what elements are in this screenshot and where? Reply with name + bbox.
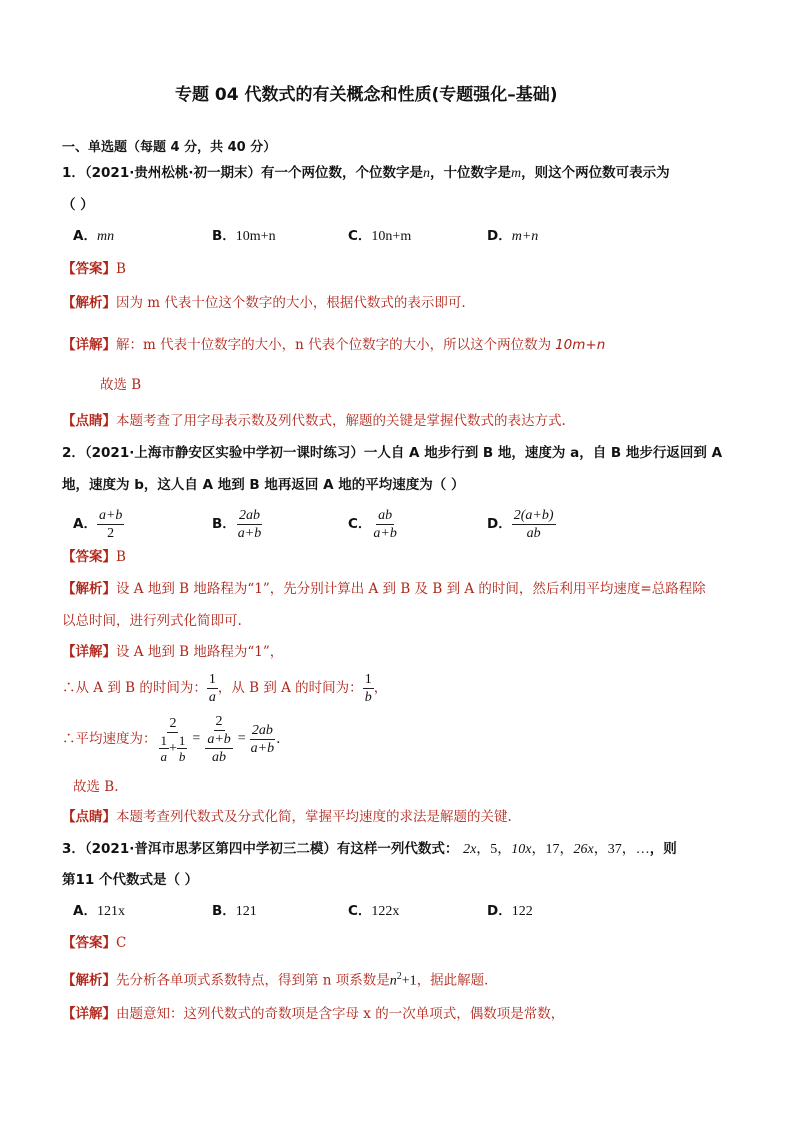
q2-choose: 故选 B. [73,779,119,795]
q2-analysis-line2: 以总时间，进行列式化简即可. [62,613,242,629]
page-title: 专题 04 代数式的有关概念和性质(专题强化–基础) [175,85,558,105]
q1-answer: 【答案】B [62,261,126,277]
q3-option-c: C．122x [348,903,400,919]
q1-option-a: A．mn [73,228,115,244]
q1-option-d: D．m+n [487,228,539,244]
q2-stem-line1: 2．（2021·上海市静安区实验中学初一课时练习）一人自 A 地步行到 B 地，速度为 a，自 B 地步行返回到 A [62,445,723,461]
q2-detail: 【详解】设 A 地到 B 地路程为“1”， [62,644,284,660]
q2-stem-line2: 地，速度为 b，这人自 A 地到 B 地再返回 A 地的平均速度为（ ） [62,477,465,493]
q1-stem: 1．（2021·贵州松桃·初一期末）有一个两位数，个位数字是n，十位数字是m，则这个两位数可表示为 [62,165,670,181]
q2-analysis-line1: 【解析】设 A 地到 B 地路程为“1”，先分别计算出 A 到 B 及 B 到 A 的时间，然后利用平均速度=总路程除 [62,581,706,597]
q3-detail: 【详解】由题意知：这列代数式的奇数项是含字母 x 的一次单项式，偶数项是常数， [62,1006,565,1022]
q2-time-line: ∴从 A 到 B 的时间为： $\frac{1}{a}$ ，从 B 到 A 的时间为： $\frac{1}{b}$ ， [62,671,388,705]
q1-option-c: C．10n+m [348,228,412,244]
q3-analysis: 【解析】先分析各单项式系数特点，得到第 n 项系数是$n^2+1$，据此解题． [62,971,498,989]
q3-stem-line2: 第11 个代数式是（ ） [62,872,199,888]
q3-option-a: A．121x [73,903,125,919]
q1-paren: （ ） [62,197,94,213]
section-heading: 一、单选题（每题 4 分，共 40 分） [62,140,277,155]
q1-comment: 【点睛】本题考查了用字母表示数及列代数式，解题的关键是掌握代数式的表达方式. [62,413,566,429]
q2-comment: 【点睛】本题考查列代数式及分式化简，掌握平均速度的求法是解题的关键. [62,809,512,825]
q2-option-b: B． $\frac{2ab}{a+b}$ [212,507,262,541]
q1-analysis: 【解析】因为 m 代表十位这个数字的大小，根据代数式的表示即可. [62,295,466,311]
q1-detail: 【详解】解：m 代表十位数字的大小，n 代表个位数字的大小，所以这个两位数为 10m+n [62,337,606,353]
q3-stem-line1: 3．（2021·普洱市思茅区第四中学初三二模）有这样一列代数式： 2x，5，10x，17，26x，37，…，则 [62,841,677,857]
q3-option-b: B．121 [212,903,257,919]
q1-choose: 故选 B [100,377,142,393]
q3-answer: 【答案】C [62,935,127,951]
q2-option-d: D． $\frac{2(a+b)}{ab}$ [487,507,554,541]
q3-option-d: D．122 [487,903,533,919]
q2-option-c: C． $\frac{ab}{a+b}$ [348,507,397,541]
q1-option-b: B．10m+n [212,228,276,244]
q2-answer: 【答案】B [62,549,126,565]
q2-option-a: A． $\frac{a+b}{2}$ [73,507,123,541]
q2-average-speed: ∴平均速度为： 2 $\frac{1}{a}$ + $\frac{1}{b}$ = 2 a+b ab = $\frac{2ab}{a+b}$ . [62,713,281,765]
